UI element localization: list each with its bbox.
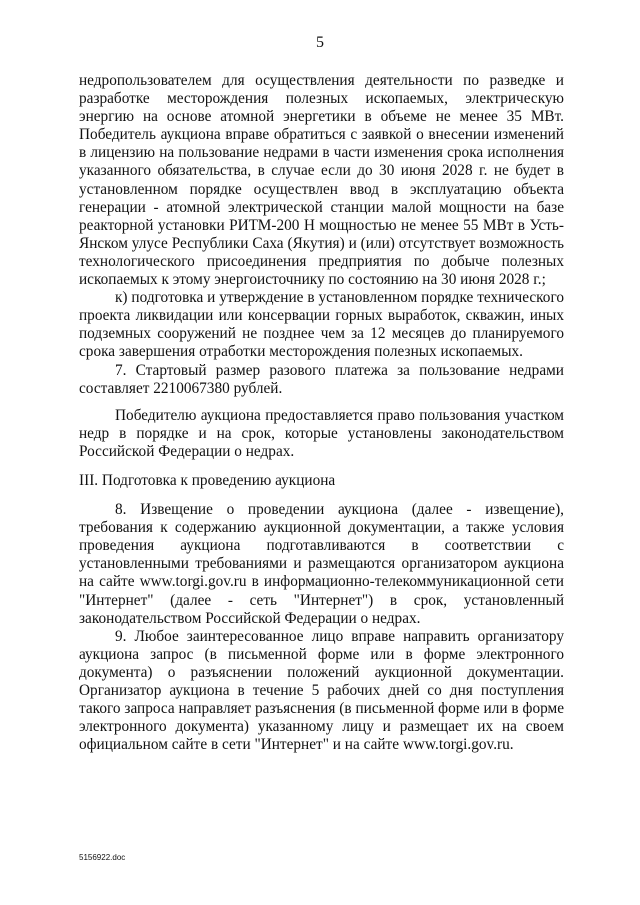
spacer (79, 461, 564, 472)
section-heading: III. Подготовка к проведению аукциона (79, 471, 336, 489)
paragraph-item-k: к) подготовка и утверждение в установленном порядке технического проекта ликвидации или консервации горных выработок, скважин, иных подземных сооружений не позднее чем за 12 месяцев до планируемого срока завершения отработки месторождения полезных ископаемых. (79, 289, 564, 361)
paragraph-9: 9. Любое заинтересованное лицо вправе направить организатору аукциона запрос (в письменной форме или в форме электронного документа) о разъяснении положений аукционной документации. Организатор аукциона в течение 5 рабочих дней со дня поступления такого запроса направляет разъяснения (в письменной форме или в форме электронного документа) указанному лицу и размещает их на своем официальном сайте в сети "Интернет" и на сайте www.torgi.gov.ru. (79, 627, 564, 754)
paragraph-7: 7. Стартовый размер разового платежа за пользование недрами составляет 2210067380 рублей. (79, 361, 564, 397)
spacer (79, 490, 564, 501)
paragraph-winner-rights: Победителю аукциона предоставляется право пользования участком недр в порядке и на срок, которые установлены законодательством Российской Федерации о недрах. (79, 406, 564, 460)
document-footer-id: 5156922.doc (79, 853, 126, 862)
spacer (79, 398, 564, 407)
page-number: 5 (316, 34, 324, 51)
paragraph-continuation: недропользователем для осуществления деятельности по разведке и разработке месторождения полезных ископаемых, электрическую энергию на основе атомной энергетики в объеме не менее 35 МВт. Победитель аукциона вправе обратиться с заявкой о внесении изменений в лицензию на пользование недрами в части изменения срока исполнения указанного обязательства, в случае если до 30 июня 2028 г. не будет в установленном порядке осуществлен ввод в эксплуатацию объекта генерации - атомной электрической станции малой мощности на базе реакторной установки РИТМ-200 Н мощностью не менее 55 МВт в Усть-Янском улусе Республики Саха (Якутия) и (или) отсутствует возможность технологического присоединения предприятия по добыче полезных ископаемых к этому энергоисточнику по состоянию на 30 июня 2028 г.; (79, 72, 564, 289)
document-body (79, 72, 564, 754)
paragraph-8: 8. Извещение о проведении аукциона (далее - извещение), требования к содержанию аукционной документации, а также условия проведения аукциона подготавливаются в соответствии с установленными требованиями и размещаются организатором аукциона на сайте www.torgi.gov.ru в информационно-телекоммуникационной сети "Интернет" (далее - сеть "Интернет") в срок, установленный законодательством Российской Федерации о недрах. (79, 501, 564, 627)
